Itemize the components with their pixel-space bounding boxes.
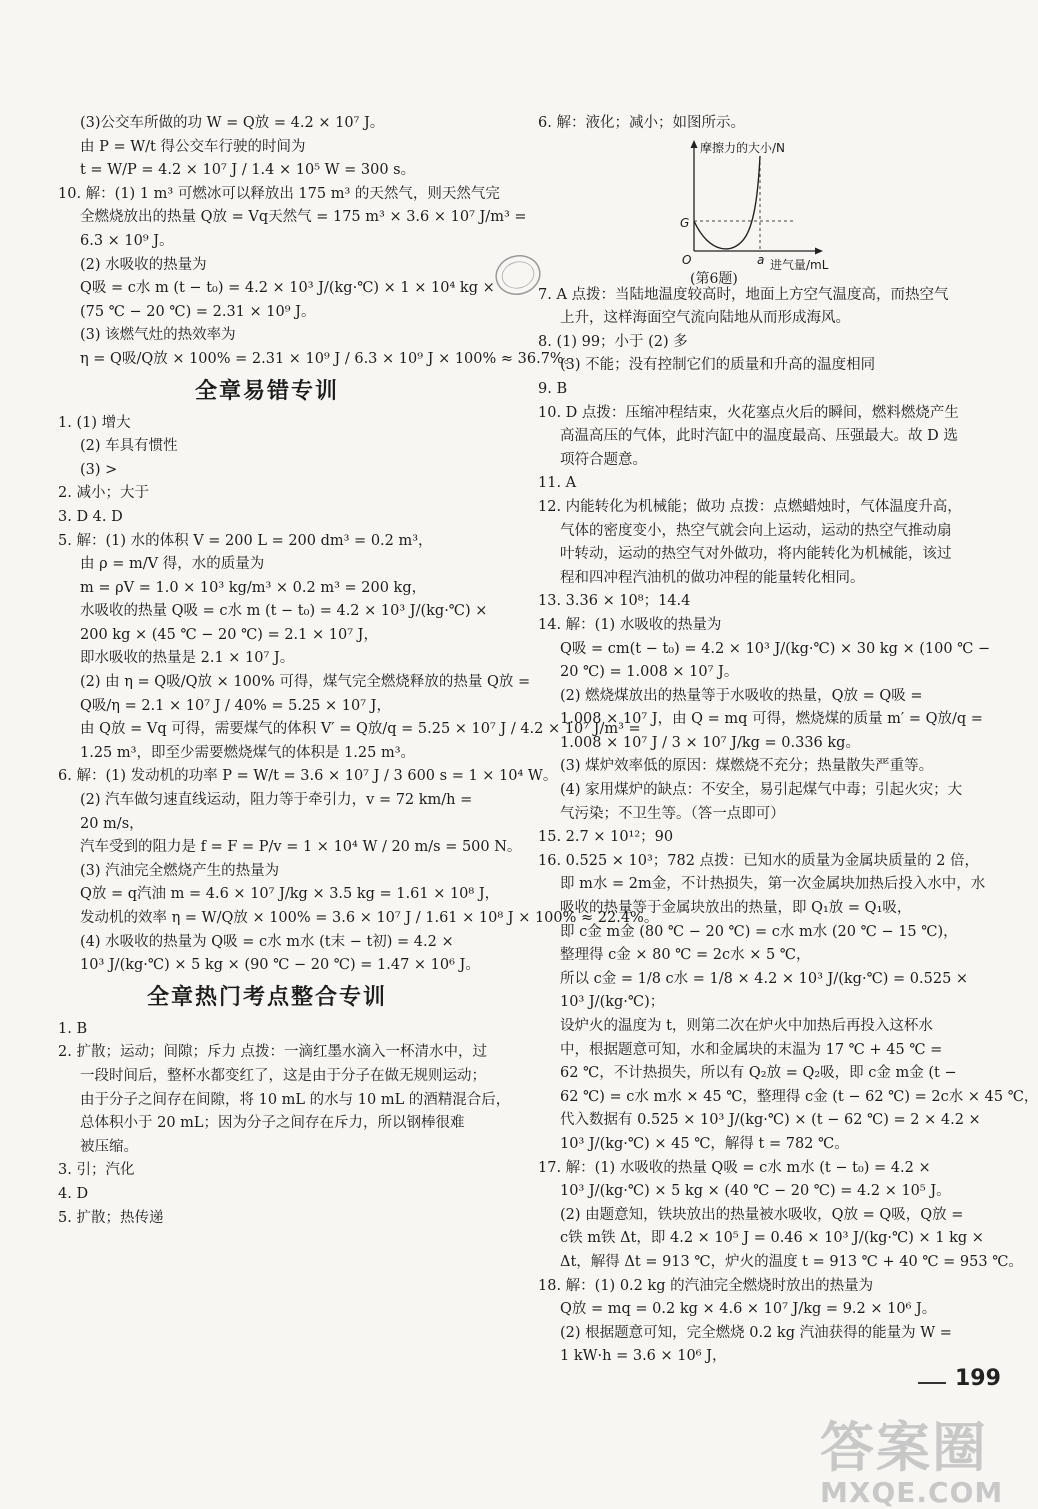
text-line: 总体积小于 20 mL；因为分子之间存在斥力，所以钢棒很难 [80,1115,465,1132]
text-line: 设炉火的温度为 t，则第二次在炉火中加热后再投入这杯水 [560,1018,933,1034]
text-line: η = Q吸/Q放 × 100% = 2.31 × 10⁹ J / 6.3 × 10⁹ J × 100% ≈ 36.7%。 [80,350,579,367]
text-line: 1.008 × 10⁷ J，由 Q = mq 可得，燃烧煤的质量 m′ = Q放/q = [560,711,983,728]
text-line: 由 Q放 = Vq 可得，需要煤气的体积 V′ = Q放/q = 5.25 × 10⁷ J / 4.2 × 10⁷ J/m³ = [80,721,641,738]
text-line: 高温高压的气体，此时汽缸中的温度最高、压强最大。故 D 选 [560,428,958,445]
friction-graph [634,136,874,287]
text-line: (3) 煤炉效率低的原因：煤燃烧不充分；热量散失严重等。 [560,758,934,775]
text-line: 6. 解：(1) 发动机的功率 P = W/t = 3.6 × 10⁷ J / 3 600 s = 1 × 10⁴ W。 [58,768,558,785]
text-line: (3) 该燃气灶的热效率为 [80,327,236,344]
text-line: 气污染；不卫生等。（答一点即可） [560,805,785,822]
text-line: 发动机的效率 η = W/Q放 × 100% = 3.6 × 10⁷ J / 1.61 × 10⁸ J × 100% ≈ 22.4%。 [80,910,659,926]
text-line: 一段时间后，整杯水都变红了，这是由于分子在做无规则运动； [80,1067,486,1084]
text-line: 6. 解：液化；减小；如图所示。 [538,115,745,131]
text-line: 即 c金 m金 (80 ℃ − 20 ℃) = c水 m水 (20 ℃ − 15 ℃)， [560,923,958,940]
stamp-icon [493,250,543,300]
text-line: 被压缩。 [80,1138,138,1155]
text-line: (3) 汽油完全燃烧产生的热量为 [80,862,280,879]
text-line: 6.3 × 10⁹ J。 [80,232,174,249]
text-line: 5. 扩散；热传递 [58,1209,164,1226]
text-line: 10. 解：(1) 1 m³ 可燃冰可以释放出 175 m³ 的天然气，则天然气完 [58,185,500,202]
text-line: (3) 不能；没有控制它们的质量和升高的温度相同 [560,357,876,374]
text-line: 所以 c金 = 1/8 c水 = 1/8 × 4.2 × 10³ J/(kg·℃) = 0.525 × [560,970,969,987]
text-line: 即水吸收的热量是 2.1 × 10⁷ J。 [80,650,295,667]
text-line: Q吸/η = 2.1 × 10⁷ J / 40% = 5.25 × 10⁷ J， [80,697,391,714]
text-line: 20 m/s， [80,815,144,832]
text-line: 叶转动，运动的热空气对外做功，将内能转化为机械能，该过 [560,546,952,563]
text-line: 10³ J/(kg·℃) × 45 ℃，解得 t = 782 ℃。 [560,1135,849,1152]
text-line: 整理得 c金 × 80 ℃ = 2c水 × 5 ℃， [560,947,811,964]
text-line: (3)公交车所做的功 W = Q放 = 4.2 × 10⁷ J。 [80,115,385,131]
text-line: 7. A 点拨：当陆地温度较高时，地面上方空气温度高，而热空气 [538,286,949,303]
text-line: (2) 水吸收的热量为 [80,256,207,273]
text-line: 程和四冲程汽油机的做功冲程的能量转化相同。 [560,569,865,586]
text-line: (4) 家用煤炉的缺点：不安全，易引起煤气中毒；引起火灾；大 [560,782,963,799]
text-line: (75 ℃ − 20 ℃) = 2.31 × 10⁹ J。 [80,303,316,320]
section-heading-hot-topics: 全章热门考点整合专训 [146,984,387,1010]
text-line: (3) > [80,461,118,478]
text-line: 项符合题意。 [560,451,647,468]
text-line: 62 ℃) = c水 m水 × 45 ℃，整理得 c金 (t − 62 ℃) = 2c水 × 45 ℃， [560,1088,1038,1105]
text-line: (4) 水吸收的热量为 Q吸 = c水 m水 (t末 − t初) = 4.2 × [80,933,454,950]
text-line: 4. D [58,1185,89,1202]
text-line: 8. (1) 99；小于 (2) 多 [538,333,688,350]
text-line: (2) 汽车做匀速直线运动，阻力等于牵引力，v = 72 km/h = [80,792,473,809]
text-line: 吸收的热量等于金属块放出的热量，即 Q₁放 = Q₁吸， [560,900,912,917]
y-axis-label: 摩擦力的大小/N [700,140,786,155]
y-axis-arrow [691,140,698,148]
text-line: 200 kg × (45 ℃ − 20 ℃) = 2.1 × 10⁷ J， [80,626,378,643]
text-line: 11. A [538,475,577,492]
text-line: 20 ℃) = 1.008 × 10⁷ J。 [560,664,739,681]
text-line: 3. D 4. D [58,508,123,525]
text-line: 1. B [58,1020,88,1037]
text-line: 1. (1) 增大 [58,414,131,431]
text-line: 汽车受到的阻力是 f = F = P/v = 1 × 10⁴ W / 20 m/s = 500 N。 [80,839,522,856]
text-line: Q吸 = cm(t − t₀) = 4.2 × 10³ J/(kg·℃) × 30 kg × (100 ℃ − [560,640,991,657]
text-line: 2. 扩散；运动；间隙；斥力 点拨：一滴红墨水滴入一杯清水中，过 [58,1044,488,1061]
text-line: 5. 解：(1) 水的体积 V = 200 L = 200 dm³ = 0.2 m³， [58,532,433,549]
text-line: 中，根据题意可知，水和金属块的末温为 17 ℃ + 45 ℃ = [560,1041,943,1058]
text-line: t = W/P = 4.2 × 10⁷ J / 1.4 × 10⁵ W = 300 s。 [80,162,416,179]
watermark-text: 答案圈 [820,1416,988,1479]
text-line: 15. 2.7 × 10¹²；90 [538,829,674,846]
x-axis-label: 进气量/mL [770,257,829,272]
text-line: 1 kW·h = 3.6 × 10⁶ J， [560,1348,727,1365]
text-line: Q放 = mq = 0.2 kg × 4.6 × 10⁷ J/kg = 9.2 × 10⁶ J。 [560,1301,937,1318]
text-line: 代入数据有 0.525 × 10³ J/(kg·℃) × (t − 62 ℃) = 2 × 4.2 × [560,1112,981,1129]
text-line: 14. 解：(1) 水吸收的热量为 [538,616,722,633]
text-line: (2) 由 η = Q吸/Q放 × 100% 可得，煤气完全燃烧释放的热量 Q放 = [80,674,531,691]
text-line: 62 ℃，不计热损失，所以有 Q₂放 = Q₂吸，即 c金 m金 (t − [560,1065,957,1082]
text-line: Q吸 = c水 m (t − t₀) = 4.2 × 10³ J/(kg·℃) × 1 × 10⁴ kg × [80,280,495,297]
text-line: 1.25 m³，即至少需要燃烧煤气的体积是 1.25 m³。 [80,744,416,761]
text-line: (2) 车具有惯性 [80,438,178,455]
text-line: 水吸收的热量 Q吸 = c水 m (t − t₀) = 4.2 × 10³ J/(kg·℃) × [80,603,488,620]
text-line: 全燃烧放出的热量 Q放 = Vq天然气 = 175 m³ × 3.6 × 10⁷ J/m³ = [80,209,527,226]
text-line: 12. 内能转化为机械能；做功 点拨：点燃蜡烛时，气体温度升高， [538,498,962,515]
text-line: 由 P = W/t 得公交车行驶的时间为 [80,138,306,155]
text-line: 10³ J/(kg·℃)； [560,994,665,1011]
text-line: 18. 解：(1) 0.2 kg 的汽油完全燃烧时放出的热量为 [538,1277,874,1294]
text-line: 即 m水 = 2m金，不计热损失，第一次金属块加热后投入水中，水 [560,876,986,893]
text-line: 10. D 点拨：压缩冲程结束，火花塞点火后的瞬间，燃料燃烧产生 [538,404,959,421]
text-line: m = ρV = 1.0 × 10³ kg/m³ × 0.2 m³ = 200 kg， [80,579,427,596]
friction-curve [694,156,760,249]
text-line: 10³ J/(kg·℃) × 5 kg × (90 ℃ − 20 ℃) = 1.47 × 10⁶ J。 [80,957,480,974]
text-line: (2) 根据题意可知，完全燃烧 0.2 kg 汽油获得的能量为 W = [560,1324,952,1341]
right-column [538,112,1038,1369]
text-line: 17. 解：(1) 水吸收的热量 Q吸 = c水 m水 (t − t₀) = 4.2 × [538,1159,931,1176]
text-line: (2) 由题意知，铁块放出的热量被水吸收，Q放 = Q吸，Q放 = [560,1206,964,1223]
g-label: G [680,215,690,230]
text-line: 1.008 × 10⁷ J / 3 × 10⁷ J/kg = 0.336 kg。 [560,734,860,751]
text-line: 10³ J/(kg·℃) × 5 kg × (40 ℃ − 20 ℃) = 4.2 × 10⁵ J。 [560,1183,951,1200]
text-line: 13. 3.36 × 10⁸；14.4 [538,593,691,610]
origin-label: O [682,252,692,267]
text-line: 由于分子之间存在间隙，将 10 mL 的水与 10 mL 的酒精混合后， [80,1091,511,1108]
text-line: 3. 引；汽化 [58,1162,135,1179]
text-line: 由 ρ = m/V 得，水的质量为 [80,556,265,573]
text-line: Δt，解得 Δt = 913 ℃，炉火的温度 t = 913 ℃ + 40 ℃ = 953 ℃。 [560,1253,1023,1270]
text-line: 上升，这样海面空气流向陆地从而形成海风。 [560,310,850,327]
text-line: 16. 0.525 × 10³；782 点拨：已知水的质量为金属块质量的 2 倍， [538,852,980,869]
text-line: (2) 燃烧煤放出的热量等于水吸收的热量，Q放 = Q吸 = [560,687,923,704]
text-line: 气体的密度变小，热空气就会向上运动，运动的热空气推动扇 [560,522,952,539]
page-number-dash [918,1382,946,1384]
watermark-url: MXQE.COM [820,1476,1004,1509]
figure-caption: (第6题) [690,270,738,287]
a-label: a [757,252,765,267]
text-line: c铁 m铁 Δt，即 4.2 × 10⁵ J = 0.46 × 10³ J/(kg·℃) × 1 kg × [560,1230,984,1247]
text-line: 2. 减小；大于 [58,485,149,502]
section-heading-errors: 全章易错专训 [194,378,339,404]
text-line: Q放 = q汽油 m = 4.6 × 10⁷ J/kg × 3.5 kg = 1.61 × 10⁸ J， [80,886,500,903]
page-number: 199 [955,1366,1001,1391]
watermark [820,1405,1003,1509]
text-line: 9. B [538,380,568,397]
